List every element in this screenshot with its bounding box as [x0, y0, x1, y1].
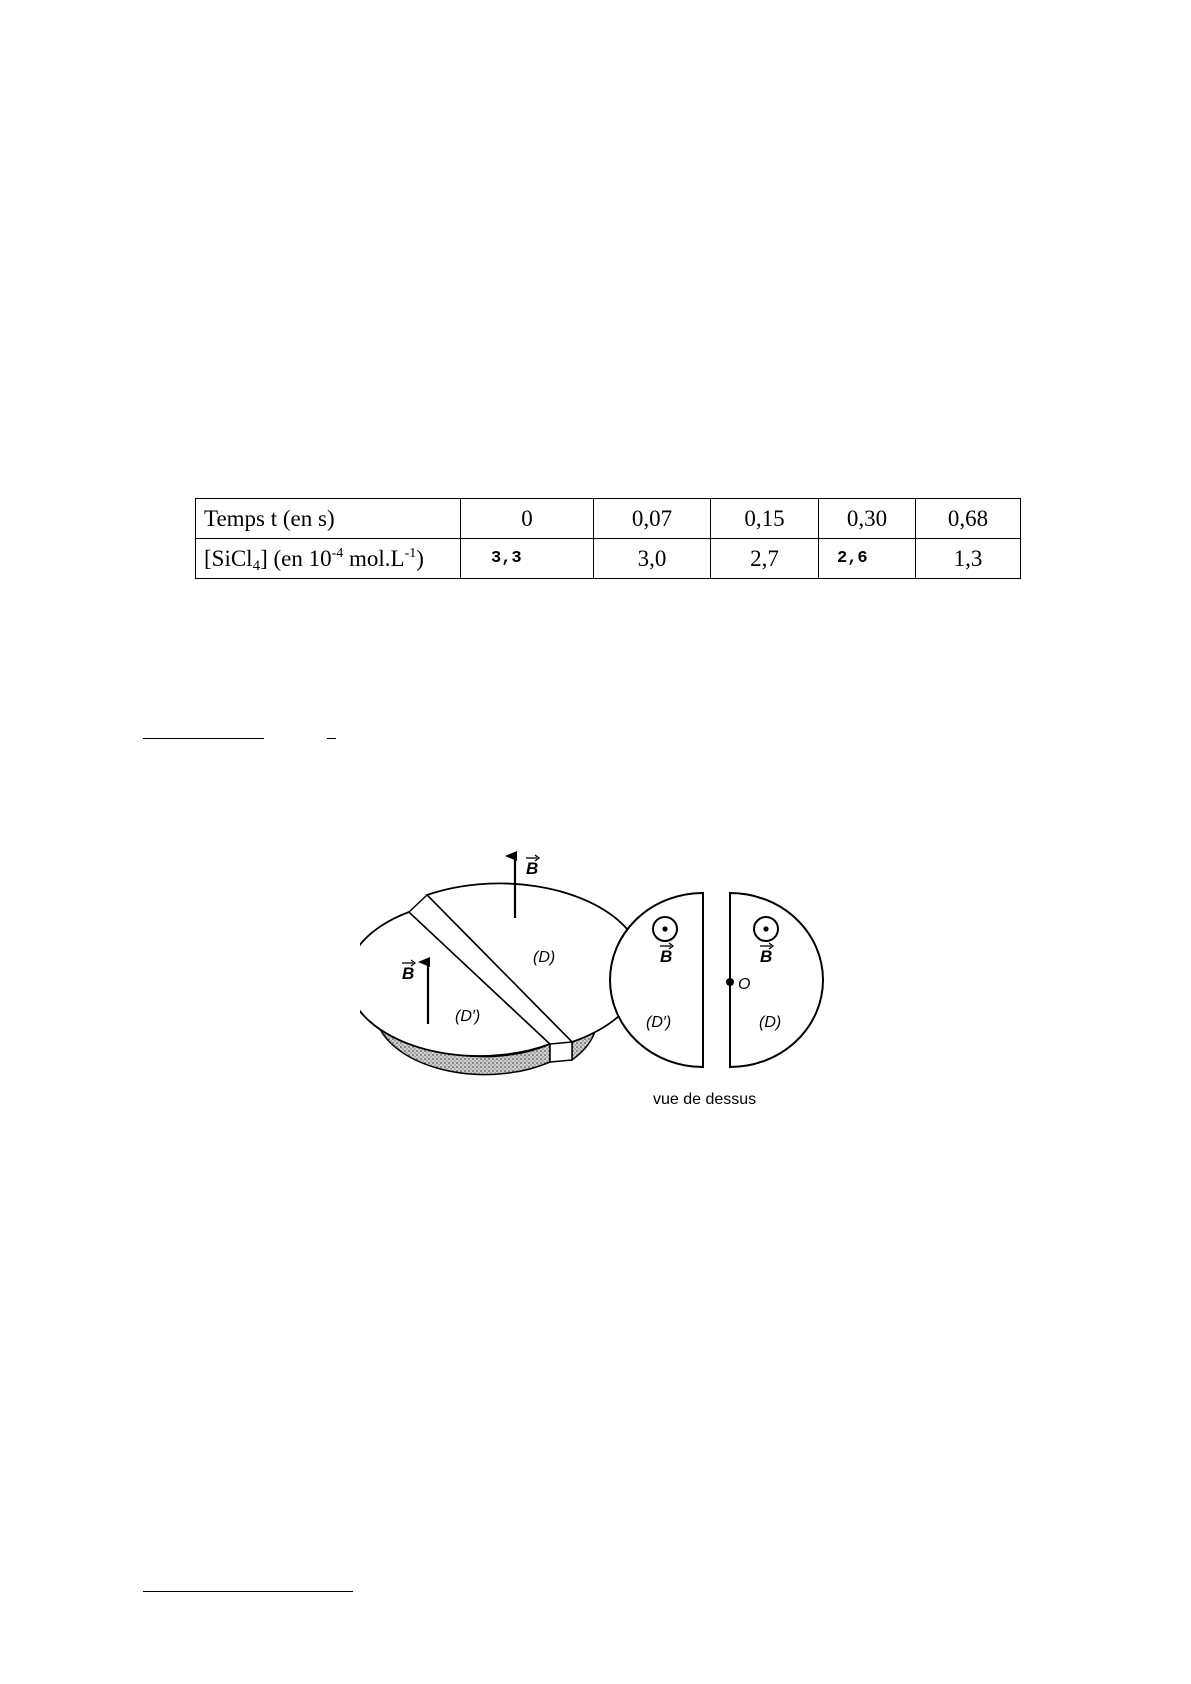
- time-header-cell: Temps t (en s): [196, 499, 461, 539]
- label-dprime: (D′): [455, 1008, 481, 1025]
- concentration-cell: 2,6: [819, 539, 916, 579]
- label-d: (D): [759, 1014, 782, 1031]
- label-dprime: (D′): [646, 1014, 672, 1031]
- time-cell: 0,07: [594, 499, 711, 539]
- b-label: [660, 943, 673, 966]
- concentration-cell: 2,7: [711, 539, 819, 579]
- underline-rule: [143, 738, 264, 739]
- point-o: [726, 978, 734, 986]
- top-view-half-dprime: [610, 893, 703, 1067]
- concentration-cell: 3,0: [594, 539, 711, 579]
- time-cell: 0,15: [711, 499, 819, 539]
- label-d: (D): [533, 949, 556, 966]
- b-label: [402, 960, 415, 983]
- svg-text:B: B: [760, 947, 773, 966]
- label-o: O: [738, 976, 751, 993]
- svg-text:B: B: [660, 947, 673, 966]
- data-table: [195, 498, 1021, 579]
- concentration-cell: 1,3: [916, 539, 1021, 579]
- perspective-disc: [360, 855, 644, 1075]
- split-disc-figure: [360, 850, 840, 1120]
- time-cell: 0,30: [819, 499, 916, 539]
- time-cell: 0,68: [916, 499, 1021, 539]
- table-row-concentration: [196, 539, 1021, 579]
- top-view: [610, 893, 823, 1108]
- concentration-header-cell: [SiCl$_4$] (en $10^{-4}$ $mol.L^{-1}$): [196, 539, 461, 579]
- underline-rule: [327, 738, 336, 739]
- table-row-time: [196, 499, 1021, 539]
- underline-rule: [143, 1591, 353, 1592]
- time-cell: 0: [461, 499, 594, 539]
- svg-text:B: B: [402, 964, 415, 983]
- b-label: [760, 943, 773, 966]
- concentration-cell: 3,3: [461, 539, 594, 579]
- b-label: [526, 855, 539, 878]
- svg-text:B: B: [526, 859, 539, 878]
- figure-caption: vue de dessus: [653, 1091, 757, 1108]
